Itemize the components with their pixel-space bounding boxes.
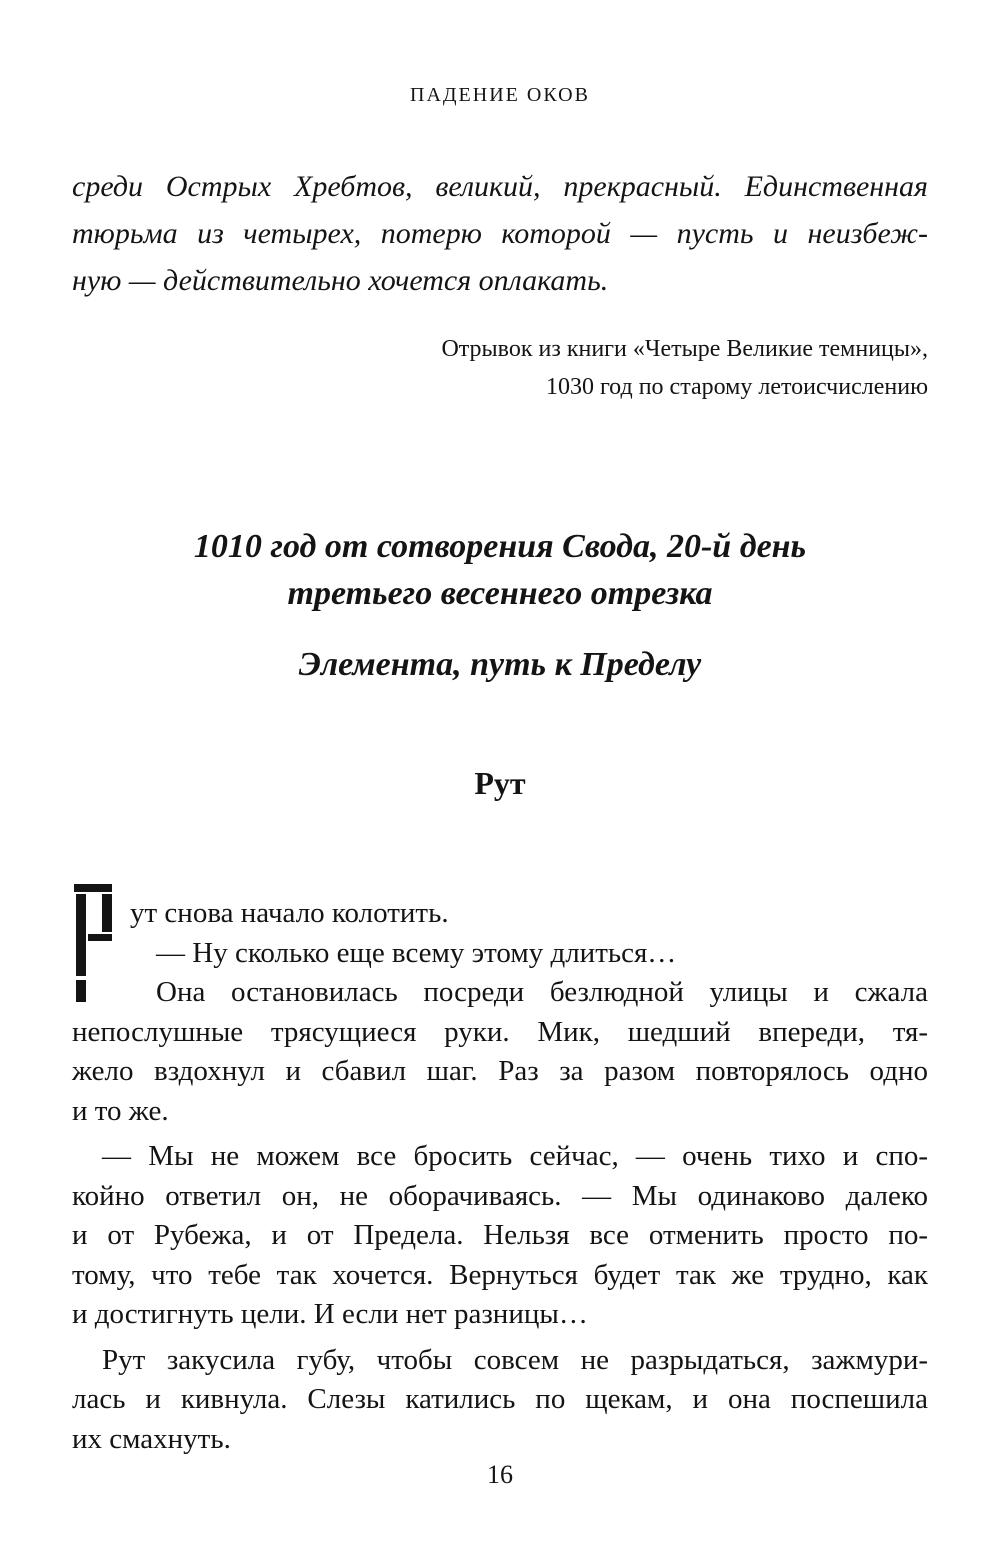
page-number: 16 <box>487 1460 513 1489</box>
body-line: их смахнуть. <box>72 1422 231 1455</box>
source-line: Отрывок из книги «Четыре Великие темницы», <box>441 336 928 362</box>
body-text <box>72 894 928 1459</box>
chapter-place: Элемента, путь к Пределу <box>298 646 702 683</box>
running-header: ПАДЕНИЕ ОКОВ <box>410 84 590 106</box>
body-line: — Ну сколько еще всему этому длиться… <box>156 936 677 969</box>
body-line: жело вздохнул и сбавил шаг. Раз за разом повторялось одно <box>72 1055 928 1087</box>
body-line: и то же. <box>72 1094 169 1127</box>
chapter-date <box>0 523 1000 617</box>
body-line: — Мы не можем все бросить сейчас, — очень тихо и спо- <box>102 1140 928 1172</box>
chapter-date-line: 1010 год от сотворения Свода, 20-й день <box>193 528 807 565</box>
chapter-date-line: третьего весеннего отрезка <box>287 575 713 612</box>
body-line: непослушные трясущиеся руки. Мик, шедший впереди, тя- <box>72 1015 928 1048</box>
body-line: и от Рубежа, и от Предела. Нельзя все отменить просто по- <box>72 1219 928 1251</box>
body-line: койно ответил он, не оборачиваясь. — Мы одинаково далеко <box>72 1179 928 1212</box>
epigraph-source <box>128 330 928 406</box>
body-line: и достигнуть цели. И если нет разницы… <box>72 1298 588 1330</box>
body-line: лась и кивнула. Слезы катились по щекам, и она поспешила <box>72 1383 928 1415</box>
body-line: ут снова начало колотить. <box>130 897 449 929</box>
epigraph-line: ную — действительно хочется оплакать. <box>72 264 609 297</box>
epigraph <box>72 163 928 304</box>
epigraph-line: тюрьма из четырех, потерю которой — пусть и неизбеж- <box>72 217 928 250</box>
body-line: тому, что тебе так хочется. Вернуться будет так же трудно, как <box>72 1258 928 1291</box>
source-line: 1030 год по старому летоисчислению <box>545 374 928 400</box>
body-line: Она остановилась посреди безлюдной улицы и сжала <box>156 976 928 1008</box>
body-line: Рут закусила губу, чтобы совсем не разрыдаться, зажмури- <box>102 1343 928 1376</box>
epigraph-line: среди Острых Хребтов, великий, прекрасный. Единственная <box>72 170 928 203</box>
chapter-person: Рут <box>474 765 526 801</box>
